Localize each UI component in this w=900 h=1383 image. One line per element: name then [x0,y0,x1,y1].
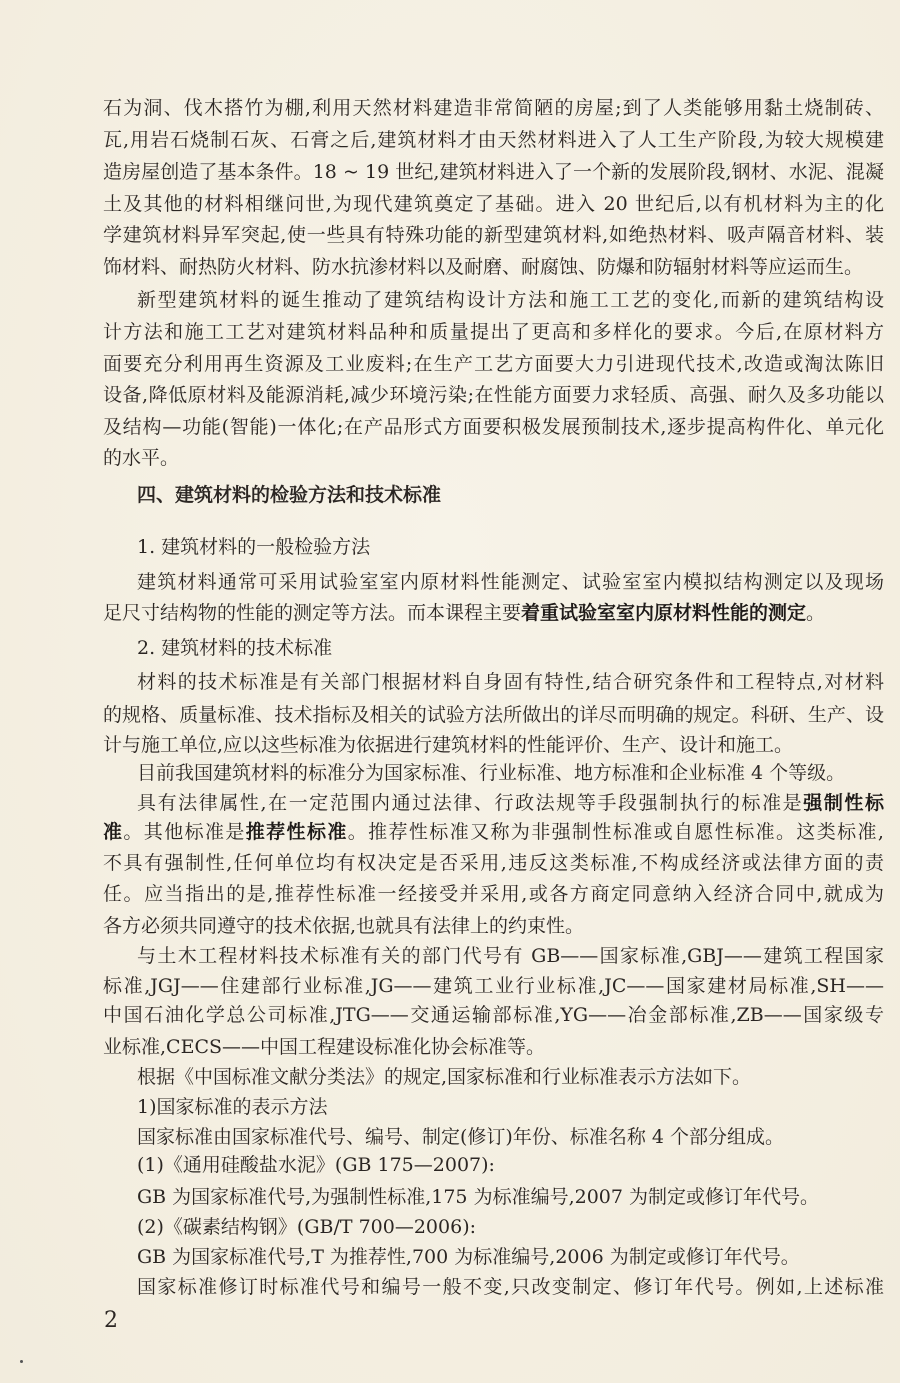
text-segment: 1. 建筑材料的一般检验方法 [137,536,371,558]
text-line [103,191,884,217]
subsection-heading [137,1094,884,1120]
scan-speck [20,1360,23,1363]
text-segment: 标准,JGJ——住建部行业标准,JG——建筑工业行业标准,JC——国家建材局标准,SH—— [103,975,884,997]
text-line [103,445,884,471]
text-segment: 建筑材料通常可采用试验室室内原材料性能测定、试验室室内模拟结构测定以及现场 [137,571,884,593]
text-segment: 根据《中国标准文献分类法》的规定,国家标准和行业标准表示方法如下。 [137,1066,752,1088]
text-segment: 计与施工单位,应以这些标准为依据进行建筑材料的性能评价、生产、设计和施工。 [103,734,794,756]
page-number: 2 [104,1308,118,1333]
text-segment: 中国石油化学总公司标准,JTG——交通运输部标准,YG——冶金部标准,ZB——国家级专 [103,1004,884,1026]
text-line [137,1124,884,1150]
text-line [137,569,884,595]
text-line [103,881,884,907]
text-line [103,1002,884,1028]
text-line [103,382,884,408]
bold-emphasis: 准 [103,821,124,843]
text-line [103,732,884,758]
text-segment: 国家标准由国家标准代号、编号、制定(修订)年份、标准名称 4 个部分组成。 [137,1126,784,1148]
text-line [103,819,884,845]
bold-emphasis: 着重试验室室内原材料性能的测定 [521,602,807,624]
text-line [137,790,884,816]
text-line [137,1274,884,1300]
text-segment: 。推荐性标准又称为非强制性标准或自愿性标准。这类标准, [347,821,884,843]
text-segment: GB 为国家标准代号,为强制性标准,175 为标准编号,2007 为制定或修订年代号。 [137,1186,819,1208]
text-line [103,351,884,377]
text-segment: 与土木工程材料技术标准有关的部门代号有 GB——国家标准,GBJ——建筑工程国家 [137,945,884,967]
text-line [137,1064,884,1090]
text-segment: 的规格、质量标准、技术指标及相关的试验方法所做出的详尽而明确的规定。科研、生产、设 [103,704,884,726]
bold-emphasis: 推荐性标准 [245,821,348,843]
text-segment: 国家标准修订时标准代号和编号一般不变,只改变制定、修订年代号。例如,上述标准 [137,1276,884,1298]
text-line [103,127,884,153]
text-segment: 计方法和施工工艺对建筑材料品种和质量提出了更高和多样化的要求。今后,在原材料方 [103,321,884,343]
subsection-heading [137,534,884,560]
text-line [137,1214,884,1240]
text-segment: 不具有强制性,任何单位均有权决定是否采用,违反这类标准,不构成经济或法律方面的责 [103,852,884,874]
text-line [137,943,884,969]
text-segment: 。其他标准是 [123,821,246,843]
text-segment: 具有法律属性,在一定范围内通过法律、行政法规等手段强制执行的标准是 [137,792,804,814]
text-segment: 面要充分利用再生资源及工业废料;在生产工艺方面要大力引进现代技术,改造或淘汰陈旧 [103,353,884,375]
text-segment: 四、建筑材料的检验方法和技术标准 [137,484,442,506]
text-line [137,287,884,313]
text-line [103,95,884,121]
text-segment: 各方必须共同遵守的技术依据,也就具有法律上的约束性。 [103,915,585,937]
text-line [103,414,884,440]
text-line [103,913,884,939]
text-segment: 2. 建筑材料的技术标准 [137,637,333,659]
text-segment: 足尺寸结构物的性能的测定等方法。而本课程主要 [103,602,522,624]
text-line [103,600,884,626]
text-line [137,669,884,695]
text-segment: 业标准,CECS——中国工程建设标准化协会标准等。 [103,1036,546,1058]
text-line [137,1152,884,1178]
text-segment: 石为洞、伐木搭竹为棚,利用天然材料建造非常简陋的房屋;到了人类能够用黏土烧制砖、 [103,97,884,119]
text-segment: 新型建筑材料的诞生推动了建筑结构设计方法和施工工艺的变化,而新的建筑结构设 [137,289,884,311]
text-segment: 饰材料、耐热防火材料、防水抗渗材料以及耐磨、耐腐蚀、防爆和防辐射材料等应运而生。 [103,256,864,278]
text-segment: 任。应当指出的是,推荐性标准一经接受并采用,或各方商定同意纳入经济合同中,就成为 [103,883,884,905]
text-line [103,319,884,345]
text-segment: 的水平。 [103,447,180,469]
text-segment: 材料的技术标准是有关部门根据材料自身固有特性,结合研究条件和工程特点,对材料 [137,671,884,693]
text-segment: (1)《通用硅酸盐水泥》(GB 175—2007): [137,1154,495,1176]
text-line [103,973,884,999]
text-line [103,159,884,185]
text-line [103,222,884,248]
text-line [137,760,884,786]
text-segment: 造房屋创造了基本条件。18 ~ 19 世纪,建筑材料进入了一个新的发展阶段,钢材、水泥、混凝 [103,161,884,183]
text-line [103,1034,884,1060]
text-segment: 学建筑材料异军突起,使一些具有特殊功能的新型建筑材料,如绝热材料、吸声隔音材料、装 [103,224,884,246]
text-segment: 土及其他的材料相继问世,为现代建筑奠定了基础。进入 20 世纪后,以有机材料为主的化 [103,193,884,215]
section-heading [137,482,884,508]
text-segment: 瓦,用岩石烧制石灰、石膏之后,建筑材料才由天然材料进入了人工生产阶段,为较大规模建 [103,129,884,151]
bold-emphasis: 强制性标 [803,792,884,814]
text-line [103,850,884,876]
text-line [103,254,884,280]
text-segment: 设备,降低原材料及能源消耗,减少环境污染;在性能方面要力求轻质、高强、耐久及多功能以 [103,384,884,406]
text-segment: GB 为国家标准代号,T 为推荐性,700 为标准编号,2006 为制定或修订年代号。 [137,1246,800,1268]
text-segment: 1)国家标准的表示方法 [137,1096,328,1118]
text-segment: 目前我国建筑材料的标准分为国家标准、行业标准、地方标准和企业标准 4 个等级。 [137,762,846,784]
text-segment: 。 [806,602,826,624]
subsection-heading [137,635,884,661]
text-segment: (2)《碳素结构钢》(GB/T 700—2006): [137,1216,477,1238]
text-line [137,1244,884,1270]
text-line [103,702,884,728]
text-line [137,1184,884,1210]
text-segment: 及结构—功能(智能)一体化;在产品形式方面要积极发展预制技术,逐步提高构件化、单元化 [103,416,884,438]
